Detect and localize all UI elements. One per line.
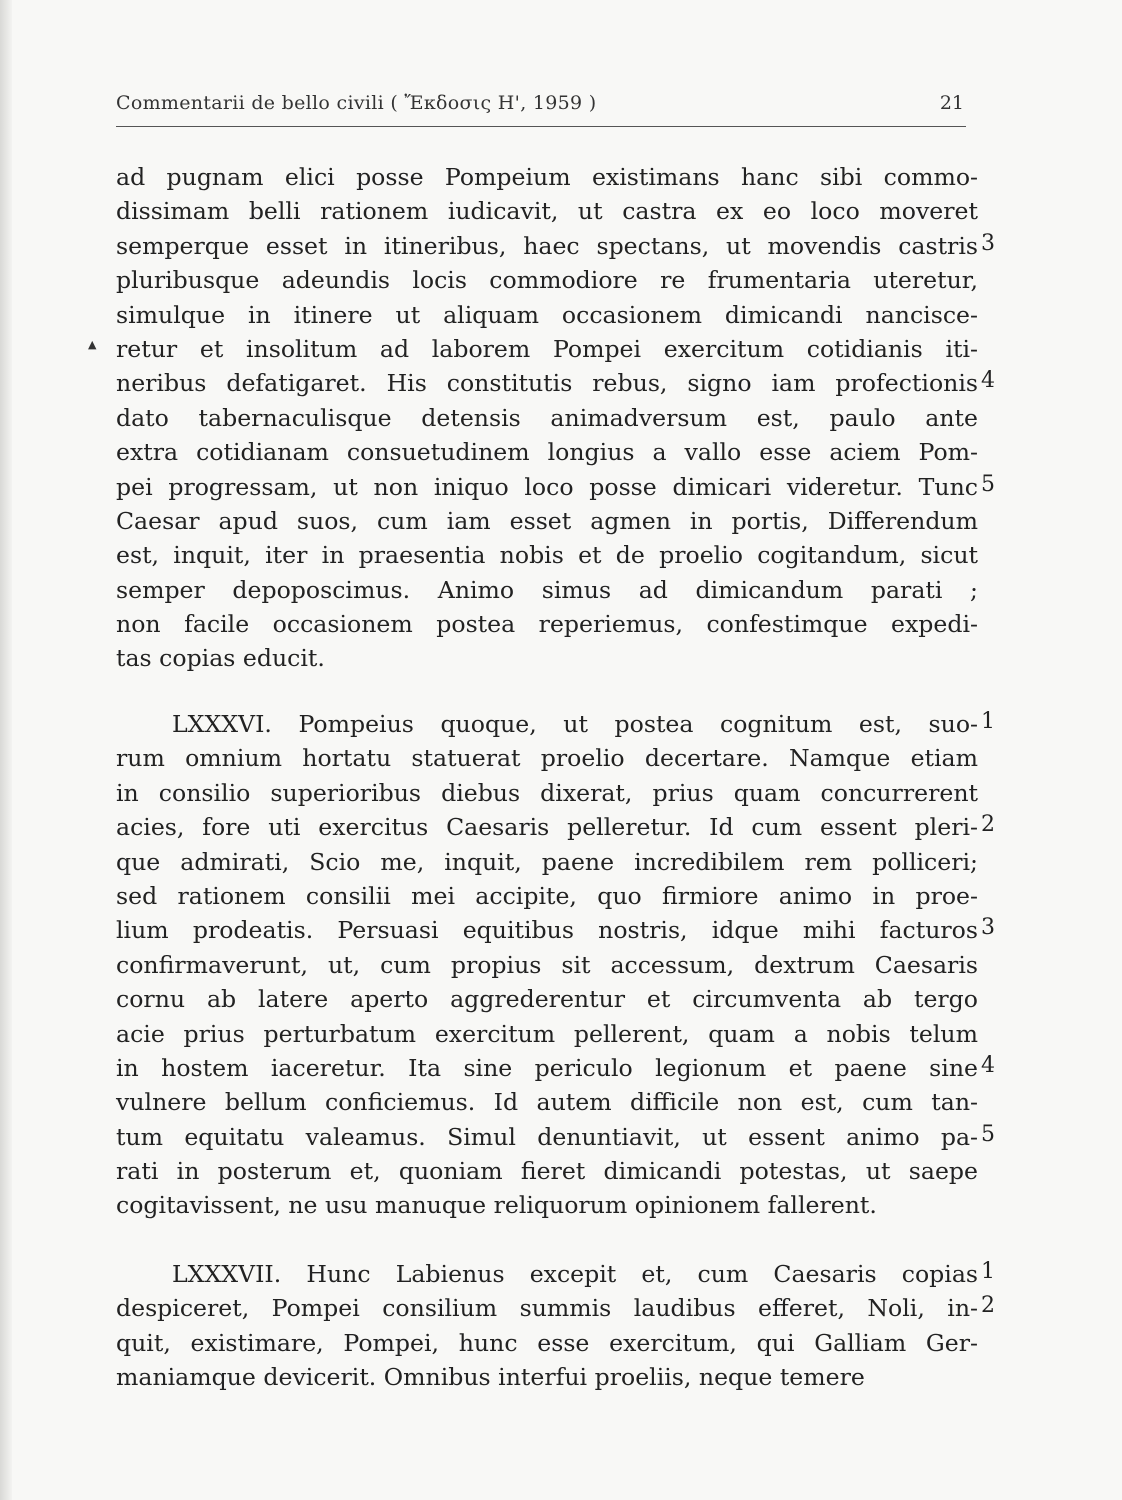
text-line: sed rationem consilii mei accipite, quo firmiore animo in proe- xyxy=(116,881,978,910)
margin-line-number: 1 xyxy=(981,709,995,734)
text-line: rum omnium hortatu statuerat proelio decertare. Namque etiam xyxy=(116,744,978,773)
margin-line-number: 5 xyxy=(981,471,995,497)
text-line: cogitavissent, ne usu manuque reliquorum opinionem fallerent. xyxy=(116,1191,877,1220)
text-line: extra cotidianam consuetudinem longius a vallo esse aciem Pom- xyxy=(116,438,978,467)
paragraph xyxy=(116,160,978,676)
text-line: acie prius perturbatum exercitum pellerent, quam a nobis telum xyxy=(116,1019,978,1048)
text-line: dissimam belli rationem iudicavit, ut castra ex eo loco moveret xyxy=(116,197,978,226)
text-line: acies, fore uti exercitus Caesaris pelleretur. Id cum essent pleri- xyxy=(116,813,978,842)
text-line: quit, existimare, Pompei, hunc esse exercitum, qui Galliam Ger- xyxy=(116,1328,978,1357)
margin-line-number: 2 xyxy=(981,1293,995,1319)
text-line: maniamque devicerit. Omnibus interfui proeliis, neque temere xyxy=(116,1363,865,1392)
margin-line-number: 2 xyxy=(981,812,995,838)
margin-line-number: 4 xyxy=(981,1053,995,1078)
text-line: non facile occasionem postea reperiemus, confestimque expedi- xyxy=(116,610,978,639)
text-line: LXXXVII. Hunc Labienus excepit et, cum Caesaris copias xyxy=(172,1260,978,1288)
text-line: pluribusque adeundis locis commodiore re frumentaria uteretur, xyxy=(116,266,978,295)
text-line: semperque esset in itineribus, haec spectans, ut movendis castris xyxy=(116,231,978,260)
text-line: retur et insolitum ad laborem Pompei exercitum cotidianis iti- xyxy=(116,334,978,363)
paragraph xyxy=(116,1257,978,1395)
page-number: 21 xyxy=(939,92,964,114)
margin-line-number: 5 xyxy=(981,1121,995,1147)
text-line: simulque in itinere ut aliquam occasionem dimicandi nancisce- xyxy=(116,300,978,329)
text-line: despiceret, Pompei consilium summis laudibus efferet, Noli, in- xyxy=(116,1294,978,1323)
text-line: dato tabernaculisque detensis animadversum est, paulo ante xyxy=(116,403,978,432)
text-line: in consilio superioribus diebus dixerat, prius quam concurrerent xyxy=(116,778,978,807)
text-line: que admirati, Scio me, inquit, paene incredibilem rem polliceri; xyxy=(116,847,978,876)
text-line: in hostem iaceretur. Ita sine periculo legionum et paene sine xyxy=(116,1053,978,1082)
text-line: tas copias educit. xyxy=(116,644,325,673)
text-line: rati in posterum et, quoniam fieret dimicandi potestas, ut saepe xyxy=(116,1157,978,1186)
text-line: lium prodeatis. Persuasi equitibus nostris, idque mihi facturos xyxy=(116,916,978,945)
text-line: tum equitatu valeamus. Simul denuntiavit, ut essent animo pa- xyxy=(116,1122,978,1151)
text-line: vulnere bellum conficiemus. Id autem difficile non est, cum tan- xyxy=(116,1088,978,1117)
text-line: semper depoposcimus. Animo simus ad dimicandum parati ; xyxy=(116,575,978,604)
text-line: ad pugnam elici posse Pompeium existimans hanc sibi commo- xyxy=(116,163,978,191)
margin-line-number: 1 xyxy=(981,1259,995,1284)
text-line: neribus defatigaret. His constitutis rebus, signo iam profectionis xyxy=(116,369,978,398)
running-header xyxy=(116,92,966,127)
text-line: est, inquit, iter in praesentia nobis et de proelio cogitandum, sicut xyxy=(116,541,978,570)
text-line: pei progressam, ut non iniquo loco posse dimicari videretur. Tunc xyxy=(116,472,978,501)
header-title: Commentarii de bello civili ( Ἔκδοσις H', 1959 ) xyxy=(116,92,597,114)
margin-line-number: 3 xyxy=(981,915,995,941)
text-line: cornu ab latere aperto aggrederentur et circumventa ab tergo xyxy=(116,985,978,1014)
margin-mark-icon: ▲ xyxy=(88,338,97,351)
text-line: LXXXVI. Pompeius quoque, ut postea cognitum est, suo- xyxy=(172,710,978,738)
margin-line-number: 4 xyxy=(981,368,995,394)
text-line: confirmaverunt, ut, cum propius sit accessum, dextrum Caesaris xyxy=(116,950,978,979)
paragraph xyxy=(116,707,978,1223)
margin-line-number: 3 xyxy=(981,230,995,256)
page-edge xyxy=(0,0,12,1500)
text-line: Caesar apud suos, cum iam esset agmen in portis, Differendum xyxy=(116,506,978,535)
